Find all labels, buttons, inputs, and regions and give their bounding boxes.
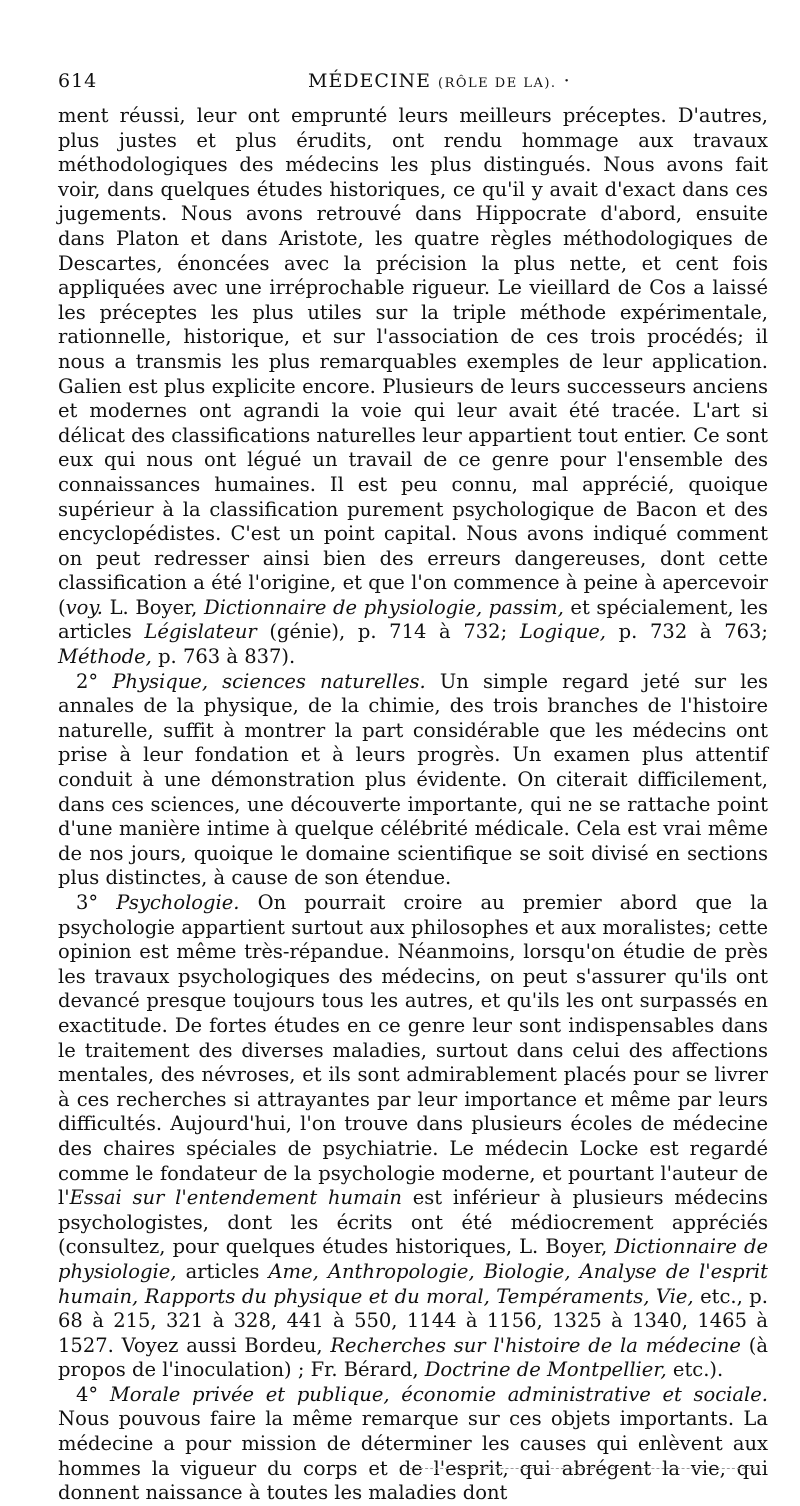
footer-rule xyxy=(410,1468,760,1469)
section-number: 2° xyxy=(76,669,113,693)
running-title xyxy=(308,70,571,92)
text-run: ment réussi, leur ont emprunté leurs meilleurs préceptes. D'autres, plus justes et plus érudits, ont rendu hommage aux travaux méthodologiques des médecins les plus distingués. Nous avons fait voir, dans quelques études historiques, ce qu'il y avait d'exact dans ces jugements. Nous avons retrouvé dans Hippocrate d'abord, ensuite dans Platon et dans Aristote, les quatre règles méthodologiques de Descartes, énoncées avec la précision la plus nette, et cent fois appliquées avec une irréprochable rigueur. Le vieillard de Cos a laissé les préceptes les plus utiles sur la triple méthode expérimentale, rationnelle, historique, et sur l'association de ces trois procédés; il nous a transmis les plus remarquables exemples de leur application. Galien est plus explicite encore. Plusieurs de leurs successeurs anciens et modernes ont agrandi la voie qui leur avait été tracée. L'art si délicat des classifications naturelles leur appartient tout entier. Ce sont eux qui nous ont légué un travail de ce genre pour l'ensemble des connaissances humaines. Il est peu connu, mal apprécié, quoique supérieur à la classification purement psychologique de Bacon et des encyclopédistes. C'est un point capital. Nous avons indiqué comment on peut redresser ainsi bien des erreurs dangereuses, dont cette classification a été l'origine, et que l'on commence à peine à apercevoir ( xyxy=(58,104,768,619)
page-number: 614 xyxy=(58,70,98,92)
running-title-main: MÉDECINE xyxy=(308,70,431,92)
running-header xyxy=(58,70,758,98)
text-run: (génie), p. 714 à 732; xyxy=(256,620,520,644)
section-number: 4° xyxy=(76,1382,110,1406)
text-run: est inférieur à plusieurs médecins psychologistes, dont les écrits ont été médiocrement appréciés (consultez, pour quelques études historiques, L. Boyer, xyxy=(58,1186,769,1259)
body-text xyxy=(58,104,768,1506)
section-heading: Physique, sciences naturelles. xyxy=(112,669,426,693)
running-title-sub: (RÔLE DE LA). xyxy=(438,76,557,91)
italic-run: Logique, xyxy=(519,620,607,644)
text-run: Un simple regard jeté sur les annales de la physique, de la chimie, des trois branches de l'histoire naturelle, suffit à montrer la part considérable que les médecins ont prise à leur fondation et à leurs progrès. Un examen plus attentif conduit à une démonstration plus évidente. On citerait difficilement, dans ces sciences, une découverte importante, qui ne se rattache point d'une manière intime à quelque célébrité médicale. Cela est vrai même de nos jours, quoique le domaine scientifique se soit divisé en sections plus distinctes, à cause de son étendue. xyxy=(58,669,768,890)
paragraph-physique xyxy=(58,670,768,891)
text-run: On pourrait croire au premier abord que la psychologie appartient surtout aux philosophes et aux moralistes; cette opinion est même très-répandue. Néanmoins, lorsqu'on étudie de près les travaux psychologiques des médecins, on peut s'assurer qu'ils ont devancé presque toujours tous les autres, et qu'ils les ont surpassés en exactitude. De fortes études en ce genre leur sont indispensables dans le traitement des diverses maladies, surtout dans celui des affections mentales, des névroses, et ils sont admirablement placés pour se livrer à ces recherches si attrayantes par leur importance et même par leurs difficultés. Aujourd'hui, l'on trouve dans plusieurs écoles de médecine des chaires spéciales de psychiatrie. Le médecin Locke est regardé comme le fondateur de la psychologie moderne, et pourtant l'auteur de l' xyxy=(58,891,768,1210)
paragraph-psychologie xyxy=(58,891,768,1383)
section-number: 3° xyxy=(76,891,117,914)
text-run: et spécialement, les articles xyxy=(58,595,769,644)
paragraph-methodology xyxy=(58,104,768,670)
text-run: p. 732 à 763; xyxy=(606,620,768,644)
text-run: Nous pouvous faire la même remarque sur ces objets importants. La médecine a pour mission de déterminer les causes qui enlèvent aux hommes la vigueur du corps et de l'esprit, qui abrégent la vie, qui donnent naissance à toutes les maladies dont xyxy=(58,1407,768,1505)
text-run: (à propos de l'inoculation) ; Fr. Bérard, xyxy=(58,1333,768,1382)
italic-run: Essai sur l'entendement humain xyxy=(69,1186,402,1210)
italic-run: Dictionnaire de physiologie, xyxy=(58,1235,769,1283)
running-title-mark: · xyxy=(563,70,571,92)
text-run: articles xyxy=(176,1259,269,1283)
italic-run: voy. xyxy=(65,595,103,619)
text-run: p. 763 à 837). xyxy=(151,645,296,669)
italic-run: Dictionnaire de physiologie, passim, xyxy=(203,595,564,619)
italic-run: Méthode, xyxy=(58,645,152,669)
section-heading: Psychologie. xyxy=(116,891,240,914)
text-run: etc., p. 68 à 215, 321 à 328, 441 à 550, 1144 à 1156, 1325 à 1340, 1465 à 1527. Voyez aussi Bordeu, xyxy=(58,1284,768,1357)
text-run: L. Boyer, xyxy=(103,595,204,619)
italic-run: Recherches sur l'histoire de la médecine xyxy=(330,1333,741,1357)
italic-run: Législateur xyxy=(144,620,257,644)
text-run: etc.). xyxy=(666,1358,724,1382)
paragraph-morale xyxy=(58,1383,768,1506)
italic-run: Ame, Anthropologie, Biologie, Analyse de l'esprit humain, Rapports du physique et du moral, Tempéraments, Vie, xyxy=(58,1259,768,1308)
section-heading: Morale privée et publique, économie administrative et sociale. xyxy=(109,1382,769,1406)
italic-run: Doctrine de Montpellier, xyxy=(424,1358,667,1382)
